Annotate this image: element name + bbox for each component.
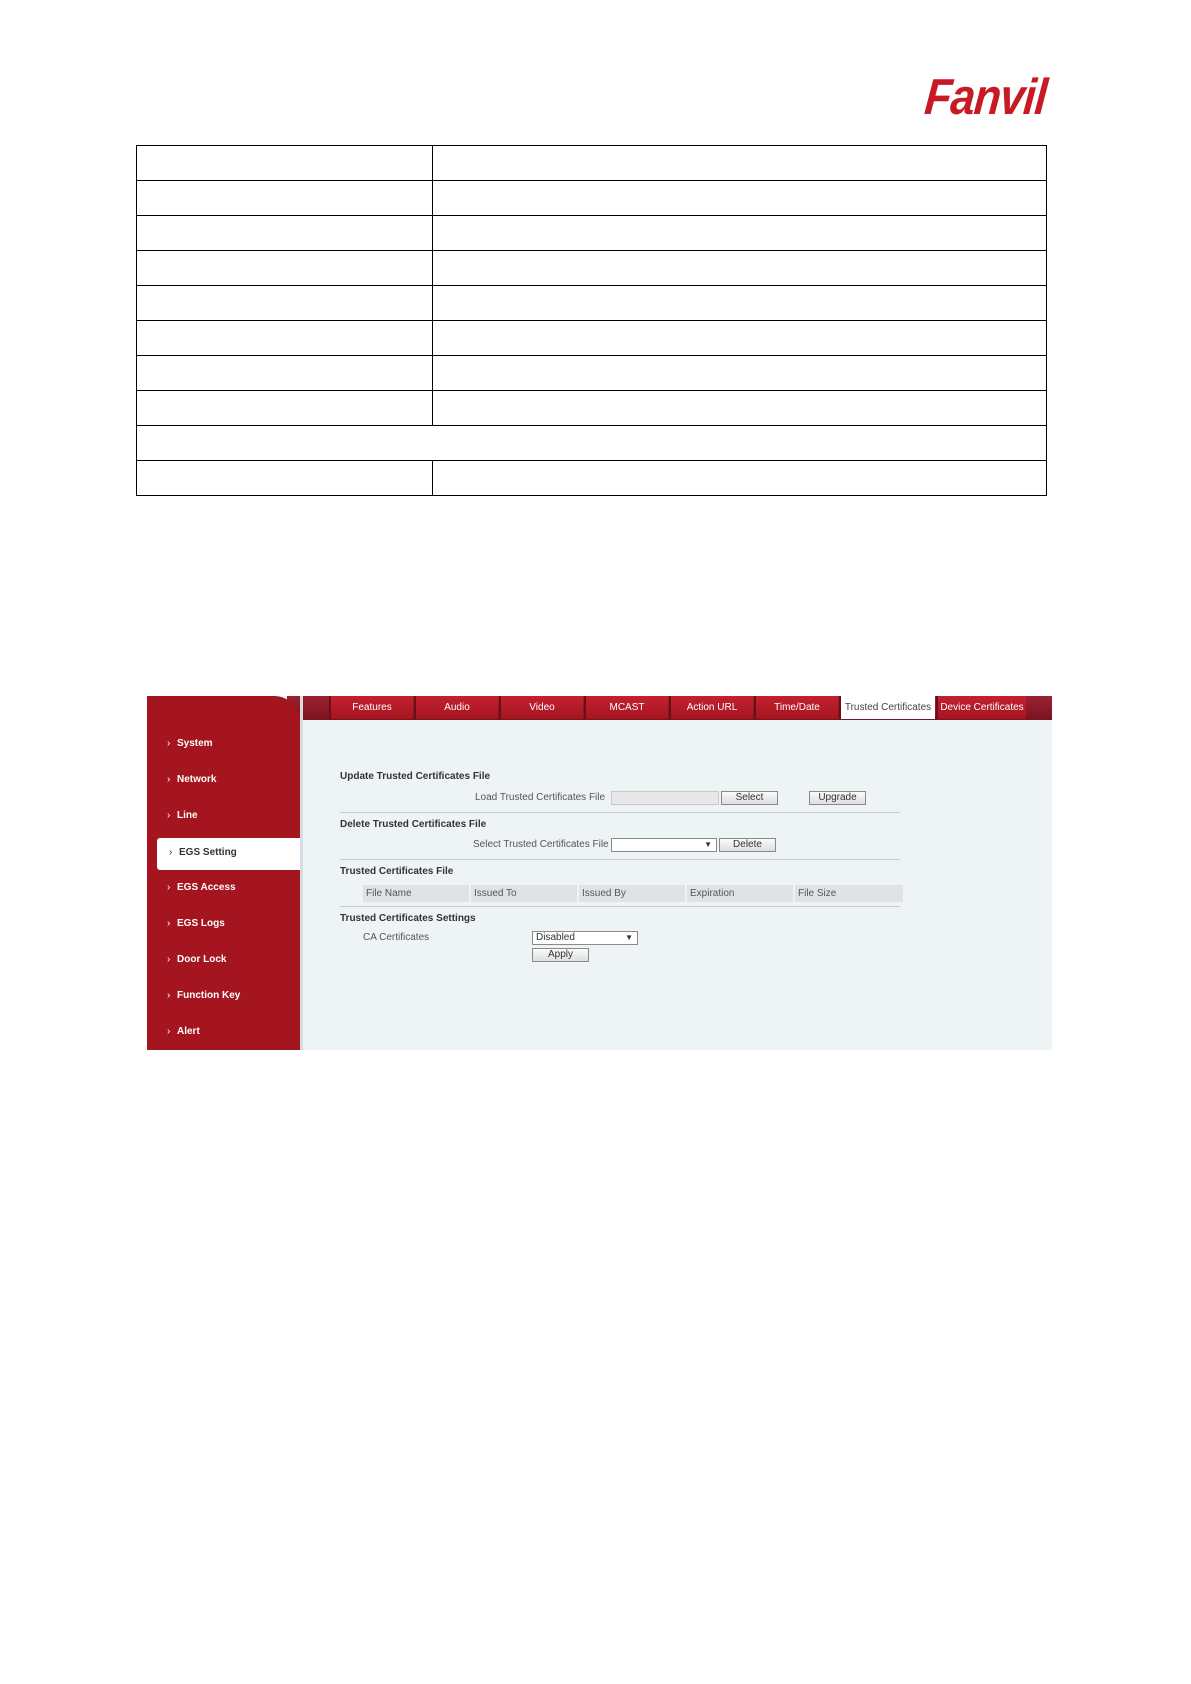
tab-action-url[interactable]: Action URL [669,696,753,719]
chevron-right-icon: › [167,918,171,929]
column-header: File Name [363,885,471,902]
ca-certificates-label: CA Certificates [363,932,430,943]
table-row [137,181,1047,216]
divider [340,859,900,860]
sidebar-item-egs-logs[interactable]: › EGS Logs [167,918,225,929]
select-button[interactable]: Select [721,791,778,805]
tab-features[interactable]: Features [329,696,413,719]
table-row [137,216,1047,251]
sidebar-item-line[interactable]: › Line [167,810,198,821]
sidebar [147,696,300,1050]
chevron-right-icon: › [167,990,171,1001]
sidebar-item-egs-setting-label: › EGS Setting [169,847,237,858]
load-file-input[interactable] [611,791,719,805]
table-row [137,251,1047,286]
chevron-right-icon: › [167,738,171,749]
table-row [137,391,1047,426]
column-header: File Size [798,888,837,899]
tab-mcast[interactable]: MCAST [584,696,668,719]
tab-time-date[interactable]: Time/Date [754,696,838,719]
tab-device-certificates[interactable]: Device Certificates [936,696,1026,719]
table-row [137,426,1047,461]
sidebar-item-function-key[interactable]: › Function Key [167,990,241,1001]
select-file-label: Select Trusted Certificates File [473,839,609,850]
apply-button[interactable]: Apply [532,948,589,962]
ca-certificates-select[interactable]: Disabled ▼ [532,931,638,945]
tab-audio[interactable]: Audio [414,696,498,719]
column-header: Issued By [579,885,687,902]
update-section-title: Update Trusted Certificates File [340,771,491,782]
chevron-right-icon: › [167,1026,171,1037]
main-content [307,720,1052,1050]
chevron-right-icon: › [167,882,171,893]
settings-section-title: Trusted Certificates Settings [340,913,476,924]
table-row [137,356,1047,391]
tab-bar [329,696,1027,720]
dropdown-arrow-icon: ▼ [625,933,633,942]
divider [340,812,900,813]
chevron-right-icon: › [167,954,171,965]
certificates-table-header [363,885,903,902]
file-section-title: Trusted Certificates File [340,866,454,877]
column-header: Issued To [471,885,579,902]
divider [340,906,900,907]
web-ui-screenshot [147,696,1052,1050]
delete-button[interactable]: Delete [719,838,776,852]
empty-document-table [136,145,1047,496]
column-header: Expiration [687,885,795,902]
delete-section-title: Delete Trusted Certificates File [340,819,487,830]
chevron-right-icon: › [167,774,171,785]
upgrade-button[interactable]: Upgrade [809,791,866,805]
sidebar-item-system[interactable]: › System [167,738,213,749]
delete-file-select[interactable] [611,838,717,852]
load-file-label: Load Trusted Certificates File [475,792,606,803]
sidebar-item-egs-access[interactable]: › EGS Access [167,882,236,893]
table-row [137,286,1047,321]
sidebar-item-egs-setting[interactable] [157,838,300,870]
sidebar-item-door-lock[interactable]: › Door Lock [167,954,227,965]
dropdown-arrow-icon: ▼ [704,840,712,849]
sidebar-item-alert[interactable]: › Alert [167,1026,200,1037]
table-row [137,146,1047,181]
chevron-right-icon: › [169,847,173,858]
table-row [137,321,1047,356]
chevron-right-icon: › [167,810,171,821]
sidebar-item-network[interactable]: › Network [167,774,217,785]
fanvil-logo: Fanvil [922,69,1049,126]
tab-trusted-certificates[interactable]: Trusted Certificates [839,696,935,719]
table-row [137,461,1047,496]
tab-video[interactable]: Video [499,696,583,719]
